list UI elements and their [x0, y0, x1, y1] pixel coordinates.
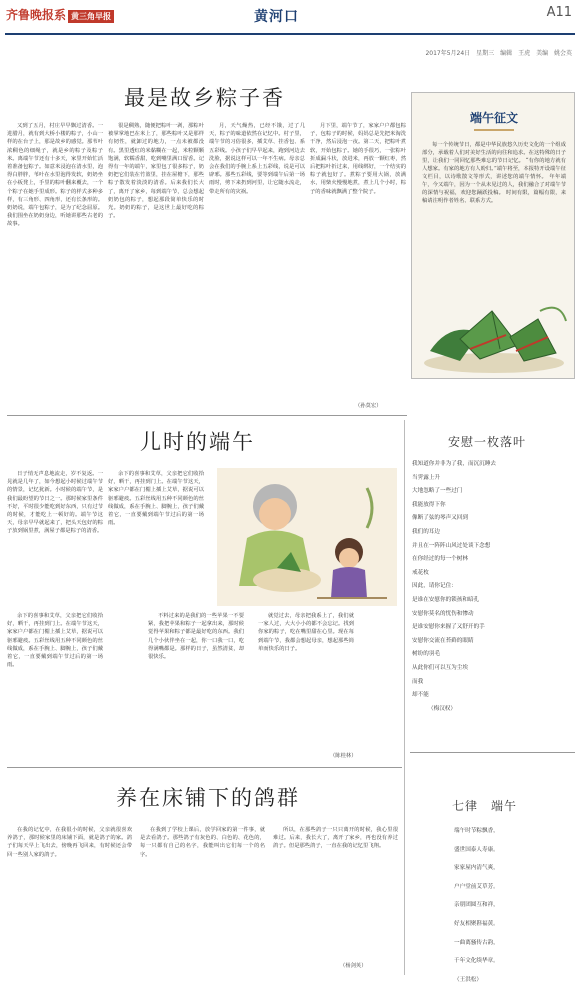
- poem1-body: [412, 458, 577, 716]
- poem1-line: 我能放得下你: [412, 501, 446, 508]
- poem1-author: （梅汉权）: [428, 705, 456, 712]
- poem1-line: 而我: [412, 678, 424, 685]
- article1-col2: 很是稠熟，随便把粽叶一剥，那粽叶被掌掌地巴在米上了，那些粽叶又是那样有韧性，就卸过的地力，一点未被都没有。黑里透红的米黏糊在一起，米粒颗颗饱满，软糯香甜，吃到嘴里满口留香。记得有一年的端午，家里包了很多粽子，奶奶把它们装在竹篮里，挂在屋檐下，那些粽子散发着淡淡的清香。后来我们长大了，离开了家乡，每到端午节，总会想起奶奶包的粽子，想起那段简单快乐的时光。奶奶的粽子，是这世上最好吃的粽子。: [108, 123, 204, 220]
- essay-call-box: [411, 92, 575, 379]
- poem1-line: 安慰你交流在苔藓的眼睛: [412, 637, 474, 644]
- masthead: [0, 0, 580, 36]
- paper-name: 齐鲁晚报系: [6, 8, 67, 22]
- poem1-line: 树纷的羽毛: [412, 651, 440, 658]
- article3-col3: 所以，在那些鸽子一只只离开的时候，我心里很难过。后来，我长大了，离开了家乡，再也没有养过鸽子。但是那些鸽子，一直在我的记忆里飞翔。: [273, 827, 398, 850]
- poem2-author: （王洪松）: [454, 976, 482, 982]
- poem1-line: 当霁露上升: [412, 474, 440, 481]
- poem2-line: 好友相聚斟福黄。: [454, 920, 499, 927]
- newspaper-logo: [6, 6, 114, 23]
- poem2-line: 盛世国泰人寿康。: [454, 846, 499, 853]
- poem1-line: 从此你们可以互为尘埃: [412, 664, 468, 671]
- article3-col2: 在我到了学校上课后，放学回家的第一件事，就是去看鸽子。那些鸽子有灰色的、白色的、花色的，每一只都有自己的名字，我能叫出它们每一个的名字。: [140, 827, 265, 858]
- poem1-line: 在你经过的每一个树林: [412, 556, 468, 563]
- essay-title: 端午征文: [469, 111, 518, 125]
- poem1-line: 像断了弦的琴声又回到: [412, 515, 468, 522]
- article2-col1: 日子悄无声息地流走，岁不复返。一晃就是几年了，如今想起小时候过端午节的情景，记忆犹新。小时候的端午节，是我们最盼望的节日之一。那时候家里条件不好，平时很少能吃到好东西，只有过节的时候，才能吃上一顿好的。端午节这天，母亲早早就起来了，把头天包好的粽子放到锅里煮，满屋子都是粽子的清香。: [7, 471, 103, 535]
- poem2-line: 千年文化续华章。: [454, 958, 499, 965]
- poem1-line: 我知道你并非为了我，而沉沉睡去: [412, 461, 496, 467]
- poem1-line: 却不能: [412, 692, 429, 699]
- divider-v: [404, 420, 405, 975]
- article1-author: （孙莫宏）: [355, 403, 382, 409]
- divider-2: [7, 767, 402, 768]
- divider-1: [7, 415, 407, 416]
- poem2-body: [454, 822, 574, 982]
- grandma-child-illustration: [217, 468, 397, 606]
- essay-body: 每一个传统节日，都是中华民族悠久历史文化的一个组成部分，承载着人们对美好生活的向往和追求。在这特殊的日子里，让我们一同回忆那些难忘的节日记忆。 “有你的地方就有人想家。有家的地方有人盼归。”端午将至，本报特开设端午征文栏目，以诗歌散文等形式，讲述您的端午情怀。 年年端午，今又端午，因为一个从未见过的人，我们融合了对端午节的深情与祝福，欢迎您踊跃投稿。 时间有限，篇幅有限，来稿请注明作者姓名、联系方式。: [422, 142, 566, 204]
- poem1-line: 并且在一阵阵山风过处谈下念想: [412, 542, 491, 549]
- article2-col1b: 余下的喜事和艾草，父亲把它们收拾好，晒干，再挂到门上。在端午节这天，家家户户都在门楣上插上艾草，据说可以驱邪避疫。五彩丝线用五种不同颜色的丝线做成，系在手腕上、脚腕上，孩子们戴着它，一直要戴到端午节过后的第一场雨。: [7, 613, 103, 669]
- masthead-rule: [5, 33, 575, 35]
- dateline: 2017年5月24日 星期三 编辑 王虎 美编 姚会英: [425, 50, 572, 57]
- poem1-line: 是谁在安慰你的锁孩和暗孔: [412, 596, 480, 603]
- poem2-line: 端午时节粽飘香，: [454, 828, 499, 834]
- article3-col1: 在我的记忆中，在我很小的时候，父亲就很喜欢养鸽子，那时候家里的床铺下面，就是鸽子的家。鸽子们每天早上飞出去，傍晚再飞回来，有时候还会带回一些别人家的鸽子。: [7, 827, 132, 858]
- poem1-line: 大地忽略了一些过门: [412, 488, 463, 495]
- page-number: A11: [546, 5, 572, 20]
- article1-col4: 月下里，端午节了，家家户户都包粽子，包粽子的时候，妈妈总是先把米淘洗干净，然后浸泡一夜。第二天，把粽叶煮软，开始包粽子。她的手很巧，一张粽叶折成漏斗状，放进米，再放一颗红枣，然后把粽叶折过来，用线绑好，一个结实的粽子就包好了。煮粽子要用大锅，放满水，用柴火慢慢地煮，煮上几个小时，粽子的香味就飘满了整个院子。: [310, 123, 406, 195]
- poem1-line: 戒花枚: [412, 569, 429, 576]
- poem1-title: 安慰一枚落叶: [448, 435, 527, 449]
- poem1-line: 安慰你莫名的忧伤和惨动: [412, 610, 474, 617]
- article1-col3: 月，天气燥热，已经不饿，过了几天，粽子的味道依然在记忆中。村子里，端午节的习俗很多，插艾草、挂香包、系五彩线。小孩子们早早起来，跑到河边去洗脸，据说这样可以一年不生病。母亲总会在我们的手腕上系上五彩线，说是可以辟邪。那些五彩线，要等到端午后第一场雨时，剪下来扔到河里，让它随水流走，带走所有的灾祸。: [209, 123, 305, 195]
- article2-col4: 就觉过去，母亲把我系上了，我们就一家人过，大大小小的都不会忘记。找到你家的粽子，吃在嘴里甜在心里。现在每到端午节，我都会想起母亲，想起那些简单而快乐的日子。: [258, 613, 354, 652]
- article1-title: 最是故乡粽子香: [124, 86, 285, 110]
- article2-title: 儿时的端午: [140, 430, 255, 454]
- paper-tag: 黄三角早报: [68, 10, 114, 23]
- article1-col1: 又到了五月，村庄早早飘过清香。一进腊月，就有到大桥小楼的粽子，小山一样的在台子上，那是故乡的感觉。那苇叶浓稠色的细绳子，就是乡的粽子及粽子米。离端午节还有十多天，家里开始忙活着准备包粽子。如意米浸泡在清水里，泡得白胖胖，苇叶在水里泡得发软，奶奶坐在小板凳上，手里的粽叶翻来覆去，一个个粽子在她手里成形。粽子的样式多种多样，有三角形、四角形，还有长条形的。奶奶说，端午包粽子，是为了纪念屈原。我们围坐在奶奶身边，听她讲那些古老的故事。: [7, 123, 103, 228]
- essay-divider: [474, 129, 514, 131]
- poem2-line: 亲朋团圆互和祥，: [454, 902, 499, 909]
- zongzi-illustration: [420, 291, 568, 375]
- article3-author: （杨剑英）: [340, 963, 367, 969]
- article2-col3: 不料过来的是我们的一些苹果一不要紧，我把苹果和粽子一起拿出来，那时候觉得苹果和粽子都是最好吃的东西。我们几个小伙伴坐在一起，你一口我一口，吃得满嘴都是。那样的日子，虽然清贫，却很快乐。: [148, 613, 244, 661]
- poem1-line: 我们的耳边: [412, 528, 440, 535]
- article3-title: 养在床铺下的鸽群: [116, 786, 300, 810]
- article2-col2: 余下的喜事和艾草，父亲把它们收拾好，晒干，再挂到门上。在端午节这天，家家户户都在门楣上插上艾草，据说可以驱邪避疫。五彩丝线用五种不同颜色的丝线做成，系在手腕上、脚腕上，孩子们戴着它，一直要戴到端午节过后的第一场雨。: [108, 471, 204, 527]
- divider-3: [410, 752, 575, 753]
- article2-author: （陈桂林）: [330, 753, 357, 759]
- poem2-line: 户户堂前艾草芳。: [454, 883, 499, 890]
- section-title: 黄河口: [254, 9, 299, 25]
- poem2-line: 一曲离骚传古韵，: [454, 939, 499, 946]
- poem1-line: 是谁安慰你来握了又舒开的手: [412, 624, 485, 631]
- poem1-line: 因此，请你记住：: [412, 583, 457, 590]
- poem2-line: 家家屋内清气爽，: [454, 865, 499, 872]
- poem2-title: 七律 端午: [452, 799, 518, 813]
